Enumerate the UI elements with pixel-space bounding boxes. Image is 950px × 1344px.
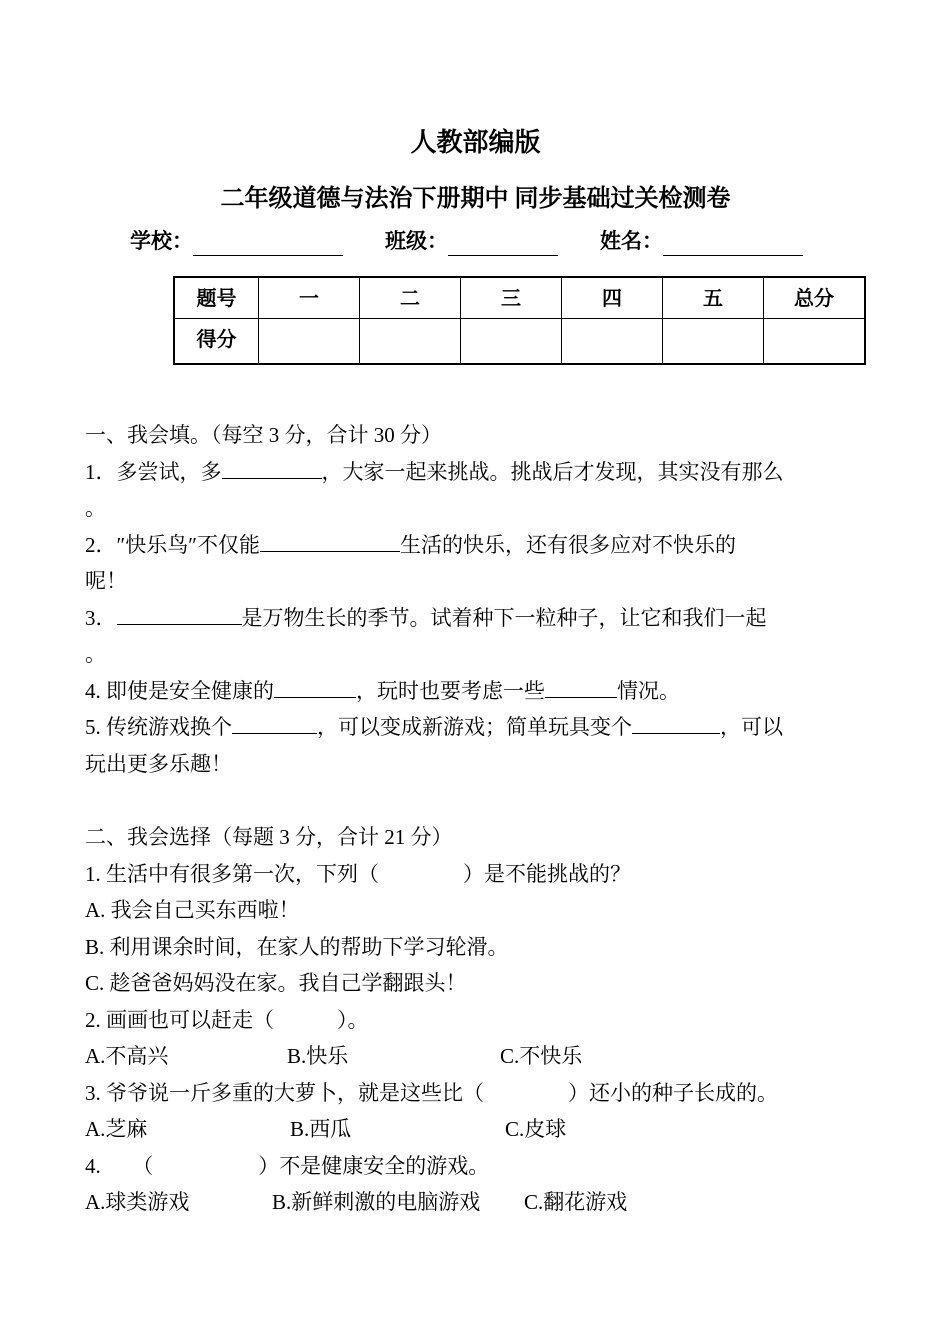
choice-question-4: 4. （ ）不是健康安全的游戏。: [85, 1153, 490, 1178]
question-text: 4. 即使是安全健康的: [85, 678, 274, 703]
choice-question-2: 2. 画画也可以赶走（ ）。: [85, 1007, 369, 1032]
fill-question-4: [85, 673, 866, 710]
fill-blank: [260, 531, 400, 552]
question-text: ，大家一起来挑战。挑战后才发现，其实没有那么: [321, 459, 784, 484]
option-label: A.球类游戏: [85, 1190, 190, 1214]
school-label: 学校：: [130, 229, 193, 253]
fill-blank: [117, 604, 242, 625]
fill-question-5-tail: 玩出更多乐趣！: [85, 751, 232, 776]
class-blank-line: [448, 231, 558, 256]
exam-body: [85, 417, 866, 1221]
score-empty-cell-2: [360, 319, 461, 365]
section-gap: [85, 782, 866, 819]
score-empty-cell-4: [562, 319, 663, 365]
class-label: 班级：: [385, 229, 448, 253]
fill-question-1: [85, 454, 866, 491]
school-field: [130, 226, 343, 256]
option-label: B.快乐: [287, 1044, 349, 1068]
score-empty-cell-3: [461, 319, 562, 365]
name-field: [600, 226, 803, 256]
choice-question-1: 1. 生活中有很多第一次，下列（ ）是不能挑战的？: [85, 861, 631, 886]
score-table-header-cell-5: 五: [663, 277, 764, 319]
score-table-header-cell-2: 二: [360, 277, 461, 319]
fill-question-2-tail: 呢！: [85, 569, 127, 593]
score-empty-cell-5: [663, 319, 764, 365]
fill-blank: [545, 677, 617, 698]
option-label: C.皮球: [505, 1117, 567, 1141]
fill-blank: [222, 458, 322, 479]
page-title: 二年级道德与法治下册期中 同步基础过关检测卷: [220, 186, 731, 212]
option-label: A.不高兴: [85, 1044, 169, 1068]
fill-question-1-tail: 。: [85, 496, 106, 520]
fill-blank: [232, 713, 317, 734]
question-text: 2．″快乐鸟″不仅能: [85, 532, 260, 557]
name-blank-line: [663, 231, 803, 256]
option-label: C.不快乐: [500, 1044, 583, 1068]
question-text: 生活的快乐，还有很多应对不快乐的: [400, 532, 736, 557]
score-table-header-cell-total: 总分: [764, 277, 866, 319]
fill-question-2: [85, 527, 866, 564]
class-field: [385, 226, 558, 256]
school-blank-line: [193, 231, 343, 256]
score-table-corner-cell: 题号: [174, 277, 259, 319]
score-empty-cell-1: [259, 319, 360, 365]
question-text: 3．: [85, 605, 117, 630]
score-empty-cell-total: [764, 319, 866, 365]
fill-question-3-tail: 。: [85, 642, 106, 666]
option-label: B.新鲜刺激的电脑游戏: [272, 1190, 481, 1214]
score-table-header-row: [174, 277, 865, 319]
score-table-header-cell-1: 一: [259, 277, 360, 319]
question-text: 是万物生长的季节。试着种下一粒种子，让它和我们一起: [241, 605, 767, 630]
choice-question-1-option-a: A. 我会自己买东西啦！: [85, 898, 300, 922]
score-table-header-cell-4: 四: [562, 277, 663, 319]
option-label: B.西瓜: [290, 1117, 352, 1141]
fill-blank: [274, 677, 356, 698]
student-info-row: [85, 226, 866, 256]
question-text: ，可以: [720, 715, 783, 739]
choice-question-2-options: [85, 1038, 866, 1075]
choice-question-4-options: [85, 1184, 866, 1221]
option-label: A.芝麻: [85, 1117, 148, 1141]
question-text: ，可以变成新游戏；简单玩具变个: [317, 715, 632, 739]
fill-blank: [632, 713, 720, 734]
score-table: [173, 276, 866, 365]
score-table-header-cell-3: 三: [461, 277, 562, 319]
question-text: 5. 传统游戏换个: [85, 715, 232, 739]
section1-heading: 一、我会填。（每空 3 分，合计 30 分）: [85, 423, 442, 447]
question-text: 1．多尝试，多: [85, 459, 222, 484]
choice-question-3: 3. 爷爷说一斤多重的大萝卜，就是这些比（ ）还小的种子长成的。: [85, 1080, 778, 1105]
name-label: 姓名：: [600, 229, 663, 253]
score-label-cell: 得分: [174, 319, 259, 365]
question-text: ，玩时也要考虑一些: [356, 678, 545, 703]
choice-question-1-option-b: B. 利用课余时间，在家人的帮助下学习轮滑。: [85, 934, 509, 959]
section2-heading: 二、我会选择（每题 3 分，合计 21 分）: [85, 825, 453, 849]
fill-question-3: [85, 600, 866, 637]
edition-heading: 人教部编版: [410, 128, 541, 157]
question-text: 情况。: [617, 678, 680, 703]
choice-question-1-option-c: C. 趁爸爸妈妈没在家。我自己学翻跟头！: [85, 971, 467, 995]
choice-question-3-options: [85, 1111, 866, 1148]
option-label: C.翻花游戏: [524, 1190, 628, 1214]
score-table-score-row: [174, 319, 865, 365]
fill-question-5: [85, 709, 866, 746]
